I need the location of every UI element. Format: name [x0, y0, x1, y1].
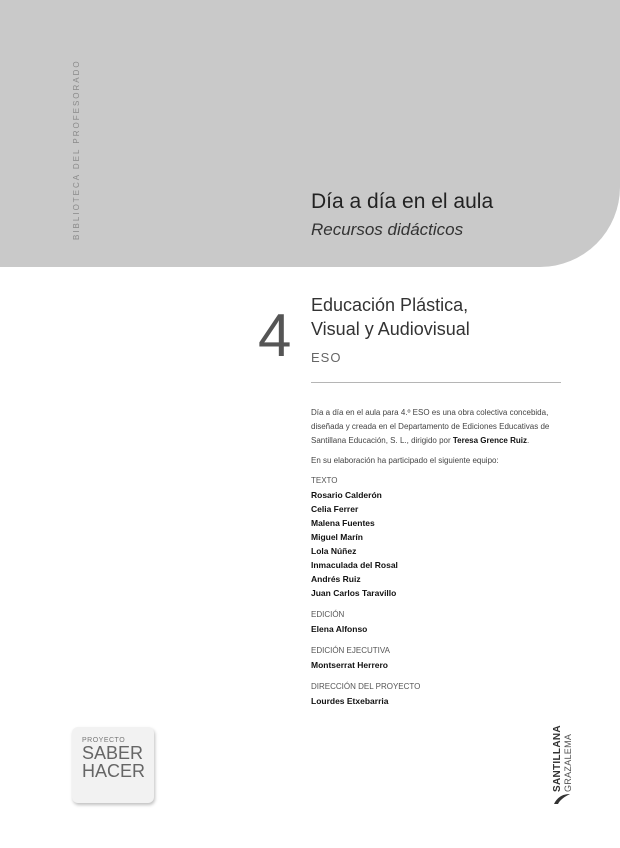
logo-sub: GRAZALEMA — [563, 733, 573, 792]
person: Lourdes Etxebarria — [311, 696, 389, 706]
header-band — [0, 0, 620, 267]
person: Inmaculada del Rosal — [311, 560, 398, 570]
person: Malena Fuentes — [311, 518, 375, 528]
person: Elena Alfonso — [311, 624, 368, 634]
book-level: ESO — [311, 350, 342, 365]
book-title-line1: Educación Plástica, — [311, 295, 469, 315]
person: Montserrat Herrero — [311, 660, 388, 670]
logo-mark-icon — [552, 792, 572, 806]
santillana-logo — [552, 712, 582, 804]
badge-line2: HACER — [82, 761, 146, 781]
badge-small: PROYECTO — [82, 737, 126, 744]
role-direccion: DIRECCIÓN DEL PROYECTO — [311, 682, 421, 691]
role-edicion: EDICIÓN — [311, 610, 345, 619]
credits-intro: Día a día en el aula para 4.º ESO es una obra colectiva concebida, diseñada y creada en el Departamento de Ediciones Educativas de Santillana Educación, S. L., dirigido por Teresa Grence Ruiz. — [311, 408, 550, 445]
book-number: 4 — [258, 302, 292, 369]
person: Miguel Marín — [311, 532, 363, 542]
series-label: BIBLIOTECA DEL PROFESORADO — [72, 59, 81, 240]
role-edicion-ejecutiva: EDICIÓN EJECUTIVA — [311, 646, 390, 655]
person: Rosario Calderón — [311, 490, 382, 500]
logo-brand: SANTILLANA — [552, 725, 563, 792]
main-title: Día a día en el aula — [311, 190, 494, 213]
team-line: En su elaboración ha participado el siguiente equipo: — [311, 456, 499, 465]
person: Lola Núñez — [311, 546, 357, 556]
badge-line1: SABER — [82, 743, 144, 763]
book-title-line2: Visual y Audiovisual — [311, 319, 470, 339]
divider — [311, 382, 561, 383]
saber-hacer-badge — [72, 727, 154, 803]
person: Celia Ferrer — [311, 504, 359, 514]
book-title — [311, 293, 571, 341]
director-name: Teresa Grence Ruiz — [452, 436, 527, 445]
role-texto: TEXTO — [311, 476, 338, 485]
person: Juan Carlos Taravillo — [311, 588, 397, 598]
main-subtitle: Recursos didácticos — [311, 220, 464, 239]
person: Andrés Ruiz — [311, 574, 361, 584]
credits — [311, 406, 561, 708]
